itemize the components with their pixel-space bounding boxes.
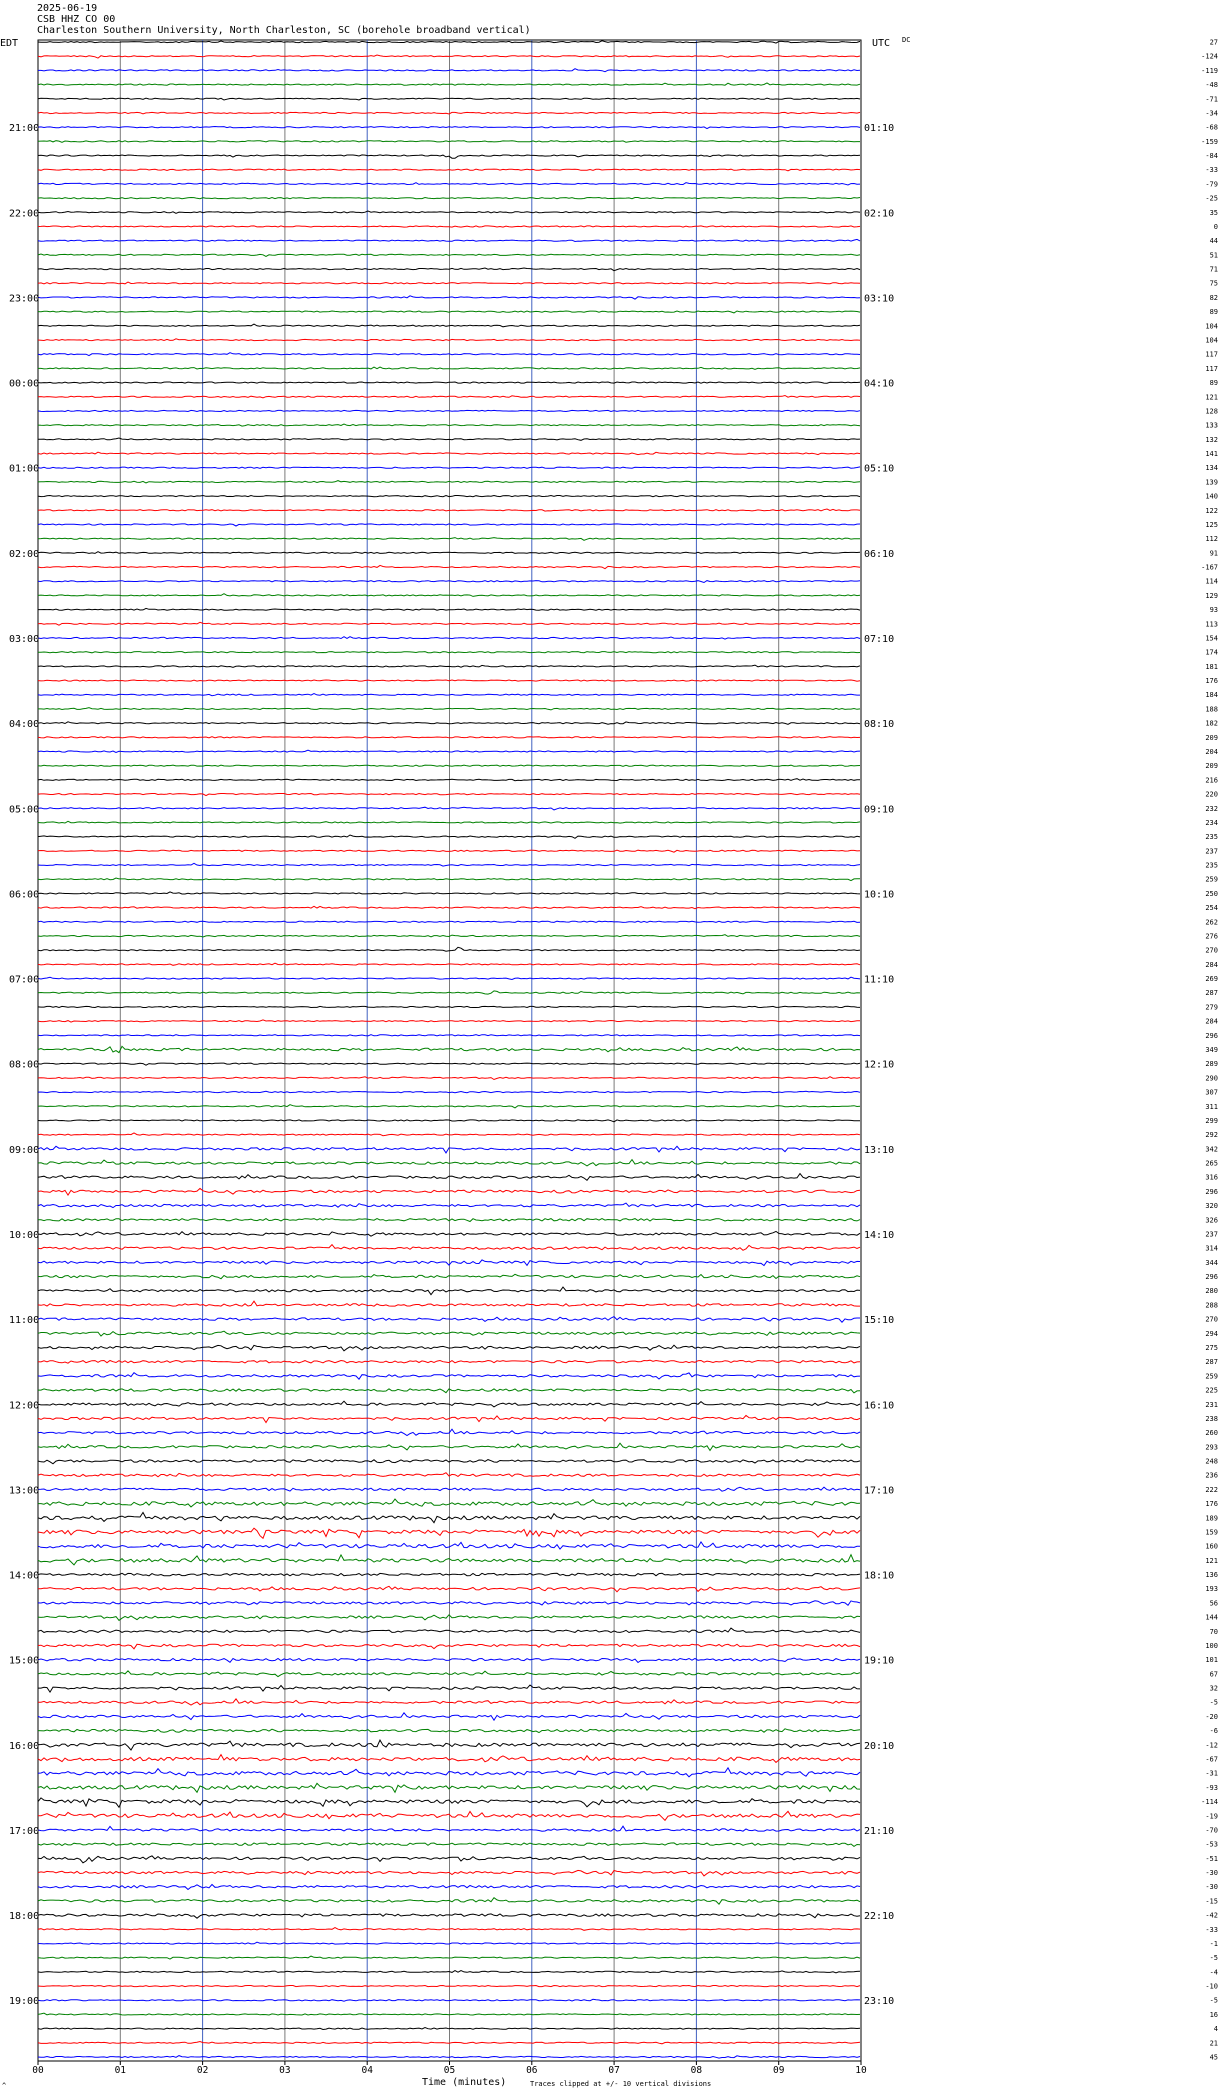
dc-offset-76: 299 — [1205, 1117, 1218, 1125]
dc-offset-16: 71 — [1209, 265, 1218, 274]
left-timezone: EDT — [0, 38, 19, 49]
dc-offset-29: 141 — [1205, 450, 1218, 458]
left-hour-label: 23:00 — [9, 293, 40, 305]
dc-offset-64: 270 — [1205, 946, 1218, 955]
dc-offset-70: 296 — [1205, 1031, 1218, 1040]
left-hour-label: 12:00 — [9, 1400, 40, 1412]
dc-offset-132: -42 — [1205, 1911, 1218, 1920]
dc-offset-4: -71 — [1205, 95, 1218, 104]
x-tick-label-4: 04 — [361, 2065, 373, 2076]
dc-offset-131: -15 — [1205, 1897, 1218, 1906]
dc-offset-54: 232 — [1205, 804, 1218, 813]
left-hour-label: 15:00 — [9, 1655, 40, 1667]
dc-offset-93: 287 — [1205, 1358, 1218, 1367]
dc-offset-133: -33 — [1205, 1925, 1218, 1934]
dc-offset-92: 275 — [1205, 1344, 1218, 1352]
trace-row-137 — [38, 1986, 860, 1987]
dc-offset-32: 140 — [1205, 492, 1218, 501]
dc-offset-24: 89 — [1209, 379, 1218, 388]
dc-offset-39: 129 — [1205, 591, 1218, 600]
left-hour-label: 13:00 — [9, 1485, 40, 1497]
right-hour-label: 21:10 — [864, 1826, 895, 1837]
dc-offset-111: 144 — [1205, 1613, 1218, 1622]
dc-offset-3: -48 — [1205, 81, 1218, 90]
left-hour-label: 07:00 — [9, 974, 40, 986]
dc-offset-103: 176 — [1205, 1500, 1218, 1509]
dc-offset-49: 209 — [1205, 733, 1218, 742]
dc-offset-89: 288 — [1205, 1301, 1218, 1310]
dc-offset-123: -93 — [1205, 1783, 1218, 1792]
dc-offset-67: 287 — [1205, 989, 1218, 998]
left-hour-label: 19:00 — [9, 1996, 40, 2008]
dc-offset-55: 234 — [1205, 819, 1218, 827]
dc-offset-51: 209 — [1205, 762, 1218, 771]
dc-offset-113: 100 — [1205, 1642, 1218, 1650]
dc-offset-124: -114 — [1201, 1798, 1218, 1807]
dc-offset-8: -84 — [1205, 152, 1218, 160]
dc-offset-44: 181 — [1205, 662, 1218, 671]
left-hour-label: 14:00 — [9, 1570, 40, 1582]
dc-offset-60: 250 — [1205, 889, 1218, 898]
dc-offset-99: 293 — [1205, 1443, 1218, 1452]
right-hour-label: 16:10 — [864, 1400, 895, 1412]
dc-offset-72: 289 — [1205, 1060, 1218, 1069]
x-tick-label-1: 01 — [114, 2065, 127, 2076]
dc-offset-47: 188 — [1205, 705, 1218, 714]
dc-offset-12: 35 — [1209, 208, 1218, 217]
right-hour-label: 23:10 — [864, 1996, 895, 2008]
right-hour-label: 10:10 — [864, 889, 895, 901]
right-hour-label: 15:10 — [864, 1315, 895, 1327]
dc-offset-73: 290 — [1205, 1074, 1218, 1083]
dc-offset-31: 139 — [1205, 478, 1218, 487]
dc-offset-128: -51 — [1205, 1854, 1218, 1863]
dc-offset-130: -30 — [1205, 1883, 1218, 1892]
x-tick-label-10: 10 — [855, 2065, 867, 2076]
dc-offset-102: 222 — [1205, 1485, 1218, 1494]
dc-offset-97: 238 — [1205, 1414, 1218, 1423]
x-tick-label-6: 06 — [526, 2065, 538, 2076]
dc-offset-10: -79 — [1205, 180, 1218, 189]
left-hour-label: 21:00 — [9, 123, 40, 135]
right-hour-label: 17:10 — [864, 1485, 895, 1497]
dc-offset-142: 45 — [1209, 2053, 1218, 2062]
dc-offset-91: 294 — [1205, 1329, 1218, 1338]
dc-offset-115: 67 — [1209, 1670, 1218, 1679]
dc-offset-5: -34 — [1205, 109, 1218, 118]
x-tick-label-9: 09 — [772, 2065, 785, 2076]
dc-offset-62: 262 — [1205, 918, 1218, 927]
dc-offset-71: 349 — [1205, 1046, 1218, 1054]
dc-offset-77: 292 — [1205, 1131, 1218, 1140]
left-hour-label: 06:00 — [9, 889, 40, 901]
dc-offset-106: 160 — [1205, 1542, 1218, 1551]
dc-offset-34: 125 — [1205, 521, 1218, 529]
dc-offset-61: 254 — [1205, 904, 1218, 913]
left-hour-label: 02:00 — [9, 548, 40, 560]
dc-offset-118: -20 — [1205, 1712, 1218, 1721]
dc-offset-108: 136 — [1205, 1571, 1218, 1579]
dc-offset-90: 270 — [1205, 1315, 1218, 1324]
x-tick-label-2: 02 — [196, 2065, 209, 2076]
dc-offset-119: -6 — [1209, 1727, 1218, 1736]
left-hour-label: 18:00 — [9, 1911, 40, 1923]
right-hour-label: 03:10 — [864, 293, 895, 305]
dc-header: DC — [902, 36, 911, 44]
dc-offset-52: 216 — [1205, 776, 1218, 785]
dc-offset-45: 176 — [1205, 677, 1218, 686]
dc-offset-98: 260 — [1205, 1429, 1218, 1438]
dc-offset-28: 132 — [1205, 435, 1218, 444]
dc-offset-1: -124 — [1201, 52, 1218, 61]
dc-offset-139: 16 — [1209, 2010, 1218, 2019]
corner-mark: ^ — [2, 2082, 7, 2090]
right-hour-label: 09:10 — [864, 804, 895, 816]
dc-offset-6: -68 — [1205, 123, 1218, 132]
left-hour-label: 16:00 — [9, 1740, 40, 1752]
dc-offset-40: 93 — [1209, 606, 1218, 615]
x-tick-label-0: 00 — [32, 2065, 44, 2076]
dc-offset-33: 122 — [1205, 506, 1218, 515]
right-timezone: UTC — [872, 38, 891, 49]
dc-offset-15: 51 — [1209, 251, 1218, 260]
dc-offset-53: 220 — [1205, 790, 1218, 799]
dc-offset-84: 237 — [1205, 1230, 1218, 1239]
right-hour-label: 04:10 — [864, 378, 895, 390]
axis-labels — [9, 39, 1218, 2077]
dc-offset-75: 311 — [1205, 1102, 1218, 1111]
dc-offset-121: -67 — [1205, 1755, 1218, 1764]
dc-offset-36: 91 — [1209, 549, 1218, 558]
left-hour-label: 09:00 — [9, 1144, 40, 1156]
dc-offset-57: 237 — [1205, 847, 1218, 856]
left-hour-label: 04:00 — [9, 719, 40, 731]
right-hour-label: 01:10 — [864, 123, 895, 135]
dc-offset-95: 225 — [1205, 1386, 1218, 1395]
right-hour-label: 12:10 — [864, 1059, 895, 1071]
dc-offset-83: 326 — [1205, 1216, 1218, 1225]
dc-offset-20: 104 — [1205, 322, 1218, 331]
dc-offset-127: -53 — [1205, 1840, 1218, 1849]
dc-offset-122: -31 — [1205, 1769, 1218, 1778]
dc-offset-81: 296 — [1205, 1187, 1218, 1196]
right-hour-label: 07:10 — [864, 634, 895, 645]
dc-offset-9: -33 — [1205, 166, 1218, 175]
dc-offset-22: 117 — [1205, 350, 1218, 359]
dc-offset-50: 204 — [1205, 748, 1218, 756]
dc-offset-78: 342 — [1205, 1145, 1218, 1154]
dc-offset-18: 82 — [1209, 293, 1218, 302]
dc-offset-74: 307 — [1205, 1088, 1218, 1097]
dc-offset-109: 193 — [1205, 1585, 1218, 1594]
dc-offset-27: 133 — [1205, 421, 1218, 430]
dc-offset-110: 56 — [1209, 1599, 1218, 1608]
right-hour-label: 08:10 — [864, 719, 895, 731]
dc-offset-96: 231 — [1205, 1400, 1218, 1409]
dc-offset-2: -119 — [1201, 66, 1218, 75]
dc-offset-17: 75 — [1209, 279, 1218, 288]
dc-offset-107: 121 — [1205, 1556, 1218, 1565]
dc-offset-100: 248 — [1205, 1457, 1218, 1466]
dc-offset-23: 117 — [1205, 364, 1218, 373]
left-hour-label: 01:00 — [9, 463, 40, 475]
header-site: Charleston Southern University, North Charleston, SC (borehole broadband vertical) — [37, 25, 531, 36]
dc-offset-136: -4 — [1209, 1968, 1218, 1977]
left-hour-label: 17:00 — [9, 1826, 40, 1837]
dc-offset-135: -5 — [1209, 1954, 1218, 1963]
left-hour-label: 00:00 — [9, 378, 40, 390]
dc-offset-68: 279 — [1205, 1003, 1218, 1012]
x-tick-label-7: 07 — [608, 2065, 620, 2076]
dc-offset-21: 104 — [1205, 336, 1218, 345]
dc-offset-104: 189 — [1205, 1514, 1218, 1523]
dc-offset-26: 128 — [1205, 407, 1218, 416]
dc-offset-14: 44 — [1209, 237, 1218, 246]
right-hour-label: 22:10 — [864, 1911, 895, 1923]
clip-note: Traces clipped at +/- 10 vertical divisions — [530, 2080, 712, 2088]
right-hour-label: 13:10 — [864, 1144, 895, 1156]
header-station: CSB HHZ CO 00 — [37, 14, 116, 25]
x-tick-label-5: 05 — [443, 2065, 456, 2076]
right-hour-label: 20:10 — [864, 1740, 895, 1752]
x-tick-label-3: 03 — [279, 2065, 291, 2076]
right-hour-label: 11:10 — [864, 974, 895, 986]
dc-offset-141: 21 — [1209, 2039, 1218, 2048]
dc-offset-82: 320 — [1205, 1202, 1218, 1211]
left-hour-label: 03:00 — [9, 634, 40, 645]
dc-offset-43: 174 — [1205, 648, 1218, 657]
dc-offset-37: -167 — [1201, 563, 1218, 572]
dc-offset-101: 236 — [1205, 1471, 1218, 1480]
dc-offset-48: 182 — [1205, 719, 1218, 728]
right-hour-label: 14:10 — [864, 1230, 895, 1241]
x-axis-label: Time (minutes) — [422, 2077, 507, 2088]
dc-offset-137: -10 — [1205, 1982, 1218, 1991]
left-hour-label: 05:00 — [9, 804, 40, 816]
left-hour-label: 08:00 — [9, 1059, 40, 1071]
dc-offset-30: 134 — [1205, 464, 1218, 473]
dc-offset-25: 121 — [1205, 393, 1218, 402]
dc-offset-35: 112 — [1205, 535, 1218, 544]
dc-offset-120: -12 — [1205, 1741, 1218, 1750]
right-hour-label: 19:10 — [864, 1655, 895, 1667]
dc-offset-85: 314 — [1205, 1244, 1218, 1253]
left-hour-label: 22:00 — [9, 208, 40, 220]
dc-offset-69: 284 — [1205, 1017, 1218, 1026]
dc-offset-116: 32 — [1209, 1684, 1218, 1693]
dc-offset-129: -30 — [1205, 1869, 1218, 1877]
dc-offset-138: -5 — [1209, 1996, 1218, 2005]
dc-offset-126: -70 — [1205, 1826, 1218, 1835]
dc-offset-66: 269 — [1205, 975, 1218, 983]
dc-offset-112: 70 — [1209, 1627, 1218, 1636]
dc-offset-7: -159 — [1201, 137, 1218, 146]
dc-offset-38: 114 — [1205, 577, 1218, 586]
dc-offset-46: 184 — [1205, 691, 1218, 700]
right-hour-label: 18:10 — [864, 1570, 895, 1582]
dc-offset-87: 296 — [1205, 1273, 1218, 1281]
dc-offset-117: -5 — [1209, 1698, 1218, 1707]
dc-offset-94: 259 — [1205, 1372, 1218, 1381]
dc-offset-125: -19 — [1205, 1812, 1218, 1821]
right-hour-label: 02:10 — [864, 208, 895, 220]
dc-offset-114: 101 — [1205, 1656, 1218, 1665]
dc-offset-105: 159 — [1205, 1528, 1218, 1537]
right-hour-label: 06:10 — [864, 548, 895, 560]
left-hour-label: 10:00 — [9, 1230, 40, 1241]
x-tick-label-8: 08 — [690, 2065, 703, 2076]
dc-offset-42: 154 — [1205, 634, 1218, 643]
dc-offset-58: 235 — [1205, 861, 1218, 870]
left-hour-label: 11:00 — [9, 1315, 40, 1327]
dc-offset-19: 89 — [1209, 308, 1218, 317]
dc-offset-41: 113 — [1205, 620, 1218, 629]
header-date: 2025-06-19 — [37, 3, 98, 14]
dc-offset-140: 4 — [1213, 2025, 1218, 2034]
dc-offset-13: 0 — [1213, 223, 1218, 231]
dc-offset-0: 27 — [1209, 38, 1218, 47]
right-hour-label: 05:10 — [864, 463, 895, 475]
dc-offset-63: 276 — [1205, 932, 1218, 941]
dc-offset-79: 265 — [1205, 1159, 1218, 1168]
dc-offset-11: -25 — [1205, 194, 1218, 203]
dc-offset-56: 235 — [1205, 833, 1218, 842]
dc-offset-65: 284 — [1205, 960, 1218, 969]
dc-offset-88: 280 — [1205, 1287, 1218, 1296]
dc-offset-59: 259 — [1205, 875, 1218, 884]
dc-offset-80: 316 — [1205, 1173, 1218, 1182]
dc-offset-86: 344 — [1205, 1258, 1218, 1267]
dc-offset-134: -1 — [1209, 1940, 1218, 1948]
